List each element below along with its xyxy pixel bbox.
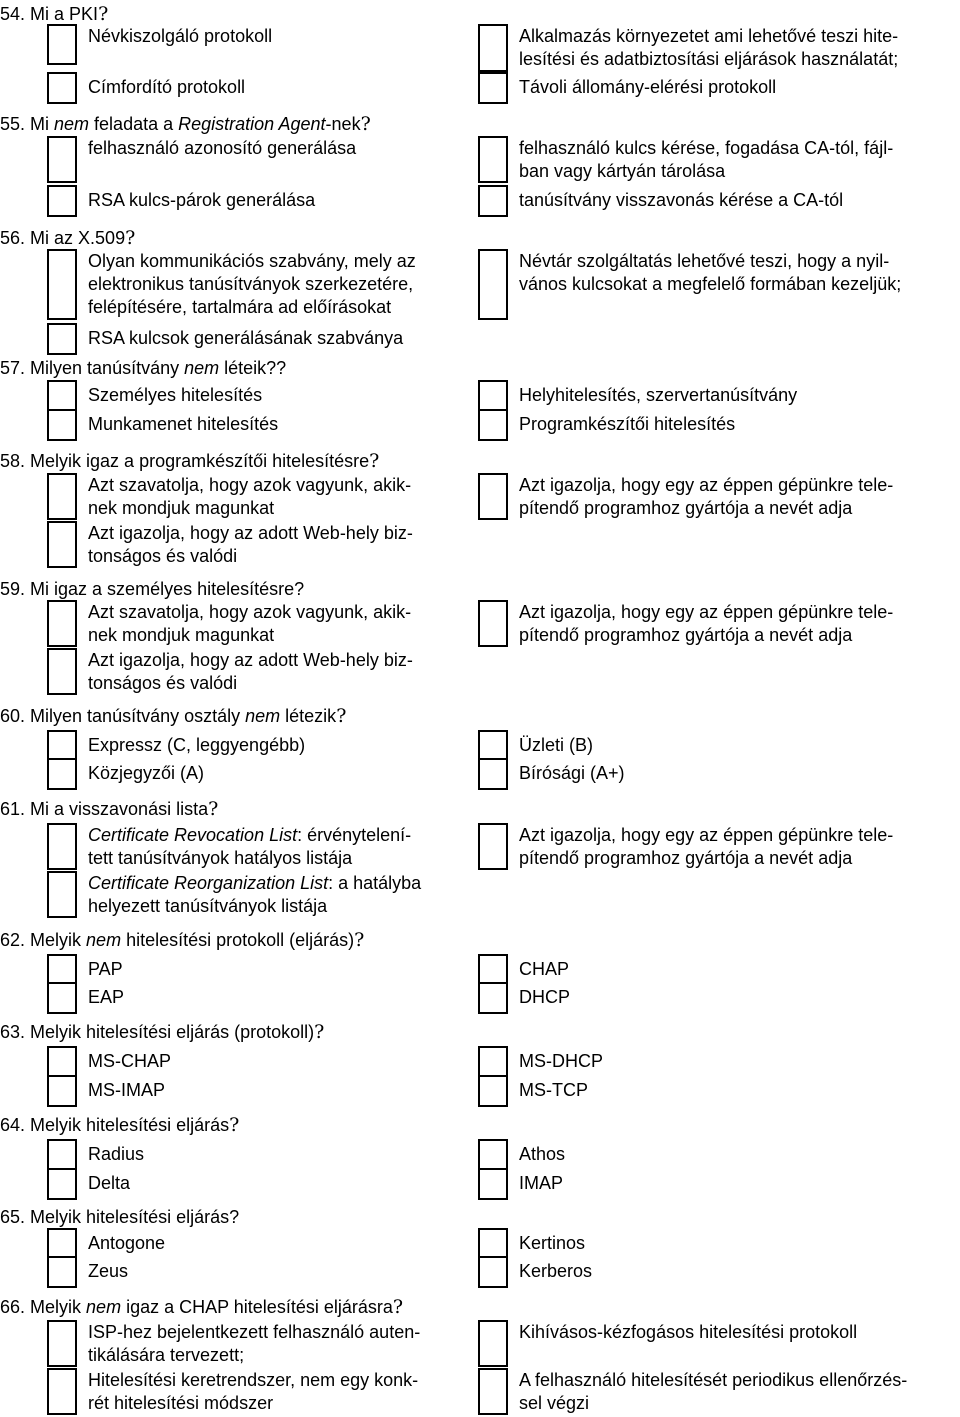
question-title xyxy=(0,930,364,950)
question-text-italic: nem xyxy=(86,930,122,950)
answer-label: MS-CHAP xyxy=(88,1051,172,1071)
answer-label-text: : érvénytelení- tett tanúsítványok hatályos listája xyxy=(88,825,412,868)
question-title xyxy=(0,4,108,24)
answer-label: Delta xyxy=(88,1173,131,1193)
answer-label: DHCP xyxy=(519,987,571,1007)
question-title xyxy=(0,451,379,471)
answer-label: Azt igazolja, hogy egy az éppen gépünkre tele- pítendő programhoz gyártója a nevét adja xyxy=(519,602,894,645)
answer-label: Közjegyzői (A) xyxy=(88,763,205,783)
answer-label: Azt igazolja, hogy egy az éppen gépünkre tele- pítendő programhoz gyártója a nevét adja xyxy=(519,475,894,518)
question-title xyxy=(0,114,371,134)
question-mark: ? xyxy=(360,113,371,135)
question-mark: ? xyxy=(98,3,109,25)
question-text: Mi a visszavonási lista xyxy=(30,799,209,819)
answer-label: Athos xyxy=(519,1144,566,1164)
answer-label: Személyes hitelesítés xyxy=(88,385,263,405)
answer-label: Üzleti (B) xyxy=(519,735,594,755)
answer-checkbox[interactable] xyxy=(47,1320,77,1367)
answer-checkbox[interactable] xyxy=(47,1256,77,1288)
answer-label: Bírósági (A+) xyxy=(519,763,625,783)
question-mark: ? xyxy=(208,798,219,820)
answer-checkbox[interactable] xyxy=(47,409,77,441)
answer-label-text: : a hatályba helyezett tanúsítványok listája xyxy=(88,873,422,916)
question-title xyxy=(0,1207,239,1227)
answer-label: RSA kulcs-párok generálása xyxy=(88,190,316,210)
answer-label: Távoli állomány-elérési protokoll xyxy=(519,77,777,97)
question-number: 58. xyxy=(0,451,31,471)
answer-checkbox[interactable] xyxy=(478,758,508,790)
question-text: Melyik hitelesítési eljárás? xyxy=(30,1207,240,1227)
answer-checkbox[interactable] xyxy=(478,249,508,320)
question-mark: ? xyxy=(314,1021,325,1043)
answer-label: felhasználó kulcs kérése, fogadása CA-tól, fájl- ban vagy kártyán tárolása xyxy=(519,138,894,181)
answer-label: Kertinos xyxy=(519,1233,586,1253)
question-text-italic: nem xyxy=(54,114,90,134)
answer-checkbox[interactable] xyxy=(478,24,508,72)
answer-checkbox[interactable] xyxy=(47,521,77,568)
question-text: Mi az X.509 xyxy=(30,228,126,248)
answer-label: Névtár szolgáltatás lehetővé teszi, hogy a nyil- vános kulcsokat a megfelelő formában kezeljük; xyxy=(519,251,902,294)
question-text: Melyik hitelesítési eljárás xyxy=(30,1115,230,1135)
question-title xyxy=(0,1022,324,1042)
question-number: 66. xyxy=(0,1297,31,1317)
question-mark: ? xyxy=(229,1114,240,1136)
answer-label: EAP xyxy=(88,987,125,1007)
question-number: 65. xyxy=(0,1207,31,1227)
answer-label: Hitelesítési keretrendszer, nem egy konk- rét hitelesítési módszer xyxy=(88,1370,419,1413)
question-text: Mi xyxy=(30,114,55,134)
question-mark: ? xyxy=(125,227,136,249)
question-text: Mi igaz a személyes hitelesítésre? xyxy=(30,579,305,599)
answer-label: MS-DHCP xyxy=(519,1051,603,1071)
answer-checkbox[interactable] xyxy=(47,823,77,870)
question-text: -nek xyxy=(325,114,361,134)
answer-label: Zeus xyxy=(88,1261,129,1281)
answer-checkbox[interactable] xyxy=(47,185,77,217)
answer-label: MS-TCP xyxy=(519,1080,588,1100)
question-text-italic: nem xyxy=(86,1297,122,1317)
question-number: 57. xyxy=(0,358,31,378)
answer-checkbox[interactable] xyxy=(47,648,77,695)
answer-label: Azt igazolja, hogy egy az éppen gépünkre tele- pítendő programhoz gyártója a nevét adja xyxy=(519,825,894,868)
question-text-italic: nem xyxy=(245,706,281,726)
answer-label: Kerberos xyxy=(519,1261,593,1281)
answer-checkbox[interactable] xyxy=(478,1139,508,1171)
question-number: 64. xyxy=(0,1115,31,1135)
answer-checkbox[interactable] xyxy=(478,72,508,104)
answer-checkbox[interactable] xyxy=(47,249,77,320)
answer-label-italic: Certificate Revocation List xyxy=(88,825,298,845)
answer-checkbox[interactable] xyxy=(478,1075,508,1107)
answer-label: MS-IMAP xyxy=(88,1080,166,1100)
answer-label: Helyhitelesítés, szervertanúsítvány xyxy=(519,385,798,405)
answer-checkbox[interactable] xyxy=(47,1075,77,1107)
answer-label: Azt szavatolja, hogy azok vagyunk, akik- nek mondjuk magunkat xyxy=(88,475,412,518)
answer-label: ISP-hez bejelentkezett felhasználó auten- tikálására tervezett; xyxy=(88,1322,421,1365)
answer-checkbox[interactable] xyxy=(478,380,508,412)
question-text: Melyik hitelesítési eljárás (protokoll) xyxy=(30,1022,315,1042)
question-text: Mi a PKI xyxy=(30,4,99,24)
question-text: Milyen tanúsítvány xyxy=(30,358,185,378)
question-mark: ? xyxy=(392,1296,404,1318)
question-title xyxy=(0,799,218,819)
question-number: 63. xyxy=(0,1022,31,1042)
answer-checkbox[interactable] xyxy=(47,1168,77,1200)
answer-checkbox[interactable] xyxy=(478,185,508,217)
answer-label: Antogone xyxy=(88,1233,166,1253)
answer-label: tanúsítvány visszavonás kérése a CA-tól xyxy=(519,190,844,210)
question-text: léteik?? xyxy=(219,358,287,378)
answer-label: Azt igazolja, hogy az adott Web-hely biz- tonságos és valódi xyxy=(88,523,413,566)
question-mark: ? xyxy=(354,929,365,951)
answer-label: Kihívásos-kézfogásos hitelesítési protokoll xyxy=(519,1322,858,1342)
question-title xyxy=(0,579,304,599)
question-title xyxy=(0,1297,403,1317)
answer-checkbox[interactable] xyxy=(47,136,77,183)
answer-checkbox[interactable] xyxy=(478,1320,508,1367)
answer-label: Névkiszolgáló protokoll xyxy=(88,26,273,46)
question-title xyxy=(0,706,346,726)
question-number: 62. xyxy=(0,930,31,950)
answer-checkbox[interactable] xyxy=(47,323,77,355)
answer-label: CHAP xyxy=(519,959,570,979)
answer-label xyxy=(88,872,478,918)
answer-label: RSA kulcsok generálásának szabványa xyxy=(88,328,404,348)
question-number: 56. xyxy=(0,228,31,248)
question-text-italic: Registration Agent xyxy=(178,114,326,134)
answer-checkbox[interactable] xyxy=(478,473,508,520)
question-text: hitelesítési protokoll (eljárás) xyxy=(121,930,355,950)
question-text: Milyen tanúsítvány osztály xyxy=(30,706,246,726)
answer-label: Munkamenet hitelesítés xyxy=(88,414,279,434)
answer-label: Címfordító protokoll xyxy=(88,77,246,97)
answer-label: Programkészítői hitelesítés xyxy=(519,414,736,434)
answer-checkbox[interactable] xyxy=(478,1046,508,1078)
answer-label: Radius xyxy=(88,1144,145,1164)
question-mark: ? xyxy=(369,450,380,472)
question-text: Melyik igaz a programkészítői hitelesítésre xyxy=(30,451,370,471)
answer-checkbox[interactable] xyxy=(47,600,77,647)
answer-checkbox[interactable] xyxy=(478,409,508,441)
answer-checkbox[interactable] xyxy=(47,758,77,790)
answer-checkbox[interactable] xyxy=(47,380,77,412)
answer-label: Azt szavatolja, hogy azok vagyunk, akik- nek mondjuk magunkat xyxy=(88,602,412,645)
answer-checkbox[interactable] xyxy=(47,473,77,520)
question-text: Melyik xyxy=(30,1297,87,1317)
answer-checkbox[interactable] xyxy=(47,1046,77,1078)
answer-checkbox[interactable] xyxy=(47,72,77,104)
answer-label: PAP xyxy=(88,959,123,979)
answer-label-italic: Certificate Reorganization List xyxy=(88,873,329,893)
question-text: feladata a xyxy=(89,114,179,134)
answer-label: A felhasználó hitelesítését periodikus ellenőrzés- sel végzi xyxy=(519,1370,908,1413)
question-number: 54. xyxy=(0,4,31,24)
answer-checkbox[interactable] xyxy=(478,823,508,870)
question-title xyxy=(0,228,135,248)
question-title xyxy=(0,358,286,378)
answer-label xyxy=(88,824,478,870)
answer-checkbox[interactable] xyxy=(47,871,77,918)
question-text-italic: nem xyxy=(184,358,220,378)
question-number: 61. xyxy=(0,799,31,819)
answer-label: Azt igazolja, hogy az adott Web-hely biz- tonságos és valódi xyxy=(88,650,413,693)
answer-checkbox[interactable] xyxy=(478,136,508,183)
question-text: Melyik xyxy=(30,930,87,950)
question-title xyxy=(0,1115,239,1135)
answer-checkbox[interactable] xyxy=(47,1368,77,1415)
answer-checkbox[interactable] xyxy=(478,600,508,647)
answer-label: Alkalmazás környezetet ami lehetővé teszi hite- lesítési és adatbiztosítási eljárások használatát; xyxy=(519,26,899,69)
answer-checkbox[interactable] xyxy=(478,982,508,1014)
answer-checkbox[interactable] xyxy=(47,982,77,1014)
question-number: 55. xyxy=(0,114,31,134)
question-number: 59. xyxy=(0,579,31,599)
answer-checkbox[interactable] xyxy=(47,24,77,65)
answer-checkbox[interactable] xyxy=(47,1139,77,1171)
answer-checkbox[interactable] xyxy=(478,1168,508,1200)
answer-label: IMAP xyxy=(519,1173,564,1193)
question-text: létezik xyxy=(280,706,337,726)
question-mark: ? xyxy=(336,705,347,727)
question-number: 60. xyxy=(0,706,31,726)
question-text: igaz a CHAP hitelesítési eljárásra xyxy=(121,1297,393,1317)
answer-label: Expressz (C, leggyengébb) xyxy=(88,735,306,755)
answer-checkbox[interactable] xyxy=(478,1368,508,1415)
answer-label: felhasználó azonosító generálása xyxy=(88,138,357,158)
answer-checkbox[interactable] xyxy=(478,1256,508,1288)
answer-label: Olyan kommunikációs szabvány, mely az elektronikus tanúsítványok szerkezetére, felépítésére, tartalmára ad előírásokat xyxy=(88,251,416,317)
